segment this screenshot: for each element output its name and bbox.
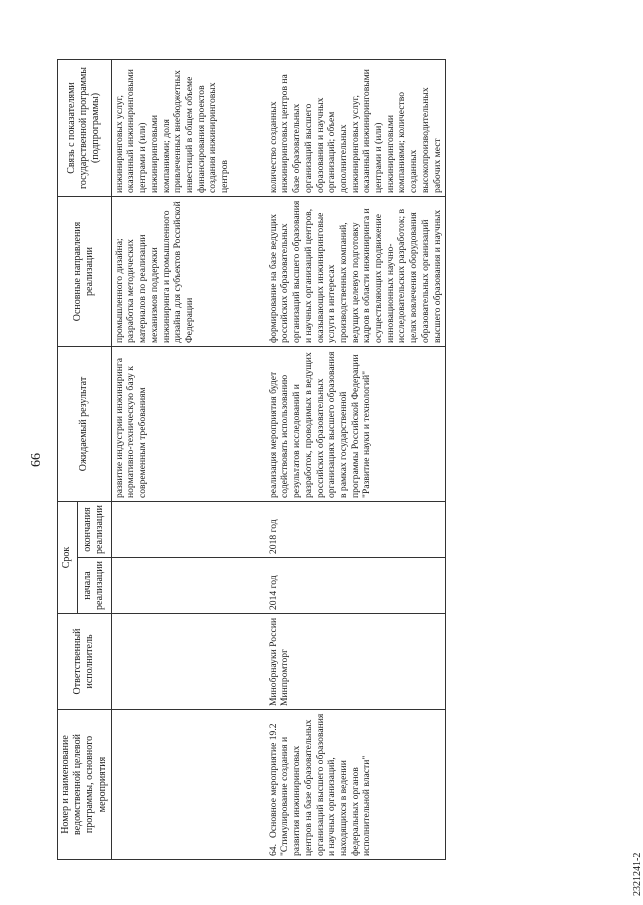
header-result: Ожидаемый результат [58, 347, 112, 502]
measures-table [57, 59, 446, 860]
cell-empty [111, 502, 266, 558]
table-row [266, 60, 446, 860]
header-directions: Основные направления реализации [58, 197, 112, 347]
cell-empty [111, 614, 266, 710]
header-number-name: Номер и наименование ведомственной целевой программы, основного мероприятия [58, 710, 112, 860]
cell-empty [111, 710, 266, 860]
header-end: окончания реализации [77, 502, 111, 558]
cell-link-cont: инжиниринговых услуг, оказанный инжиниринговыми центрами и (или) инжиниринговыми компаниями; доля привлеченных внебюджетных инвестиций в общем объеме финансирования проектов создания инжиниринговых центров [111, 60, 266, 197]
cell-name [266, 710, 446, 860]
row-number: 64. [267, 844, 279, 856]
document-id: 2321241-2 [632, 852, 643, 896]
header-start: начала реализации [77, 558, 111, 614]
cell-directions: формирование на базе ведущих российских образовательных организаций высшего образования и научных организаций центров, оказывающих инжиниринговые услуги в интересах производственных компаний, ведущих целевую подготовку кадров в области инжиниринга и осуществляющих продвижение инновационных научно-исследовательских разработок; в целях вовлечения оборудования образовательных организаций высшего образования и научных [266, 197, 446, 347]
cell-empty [111, 558, 266, 614]
table-row-continuation [111, 60, 266, 860]
rotated-content [29, 60, 643, 896]
cell-executor: Минобрнауки России Минпромторг [266, 614, 446, 710]
cell-link: количество созданных инжиниринговых центров на базе образовательных организаций высшего образования и научных организаций; объем дополнительных инжиниринговых услуг, оказанный инжиниринговыми центрами и (или) инжиниринговыми компаниями; количество созданных высокопроизводительных рабочих мест [266, 60, 446, 197]
cell-directions-cont: промышленного дизайна; разработка методических материалов по реализации механизмов поддержки инжиниринга и промышленного дизайна для субъектов Российской Федерации [111, 197, 266, 347]
cell-result-cont: развитие индустрии инжиниринга нормативно-техническую базу к современным требованиям [111, 347, 266, 502]
header-srok: Срок [58, 502, 78, 614]
row-name: Основное мероприятие 19.2 "Стимулирование создания и развития инжиниринговых центров на базе образовательных организаций высшего образования и научных организаций, находящихся в ведении федеральных органов исполнительной власти" [267, 713, 373, 856]
cell-start: 2014 год [266, 558, 446, 614]
header-link: Связь с показателями государственной программы (подпрограммы) [58, 60, 112, 197]
cell-end: 2018 год [266, 502, 446, 558]
cell-result: реализация мероприятия будет содействовать использованию результатов исследований и разработок, проводимых в ведущих российских образовательных организациях высшего образования в рамках государственной программы Российской Федерации "Развитие науки и технологий" [266, 347, 446, 502]
header-row [58, 60, 78, 860]
page-number: 66 [29, 453, 44, 467]
header-executor: Ответственный исполнитель [58, 614, 112, 710]
